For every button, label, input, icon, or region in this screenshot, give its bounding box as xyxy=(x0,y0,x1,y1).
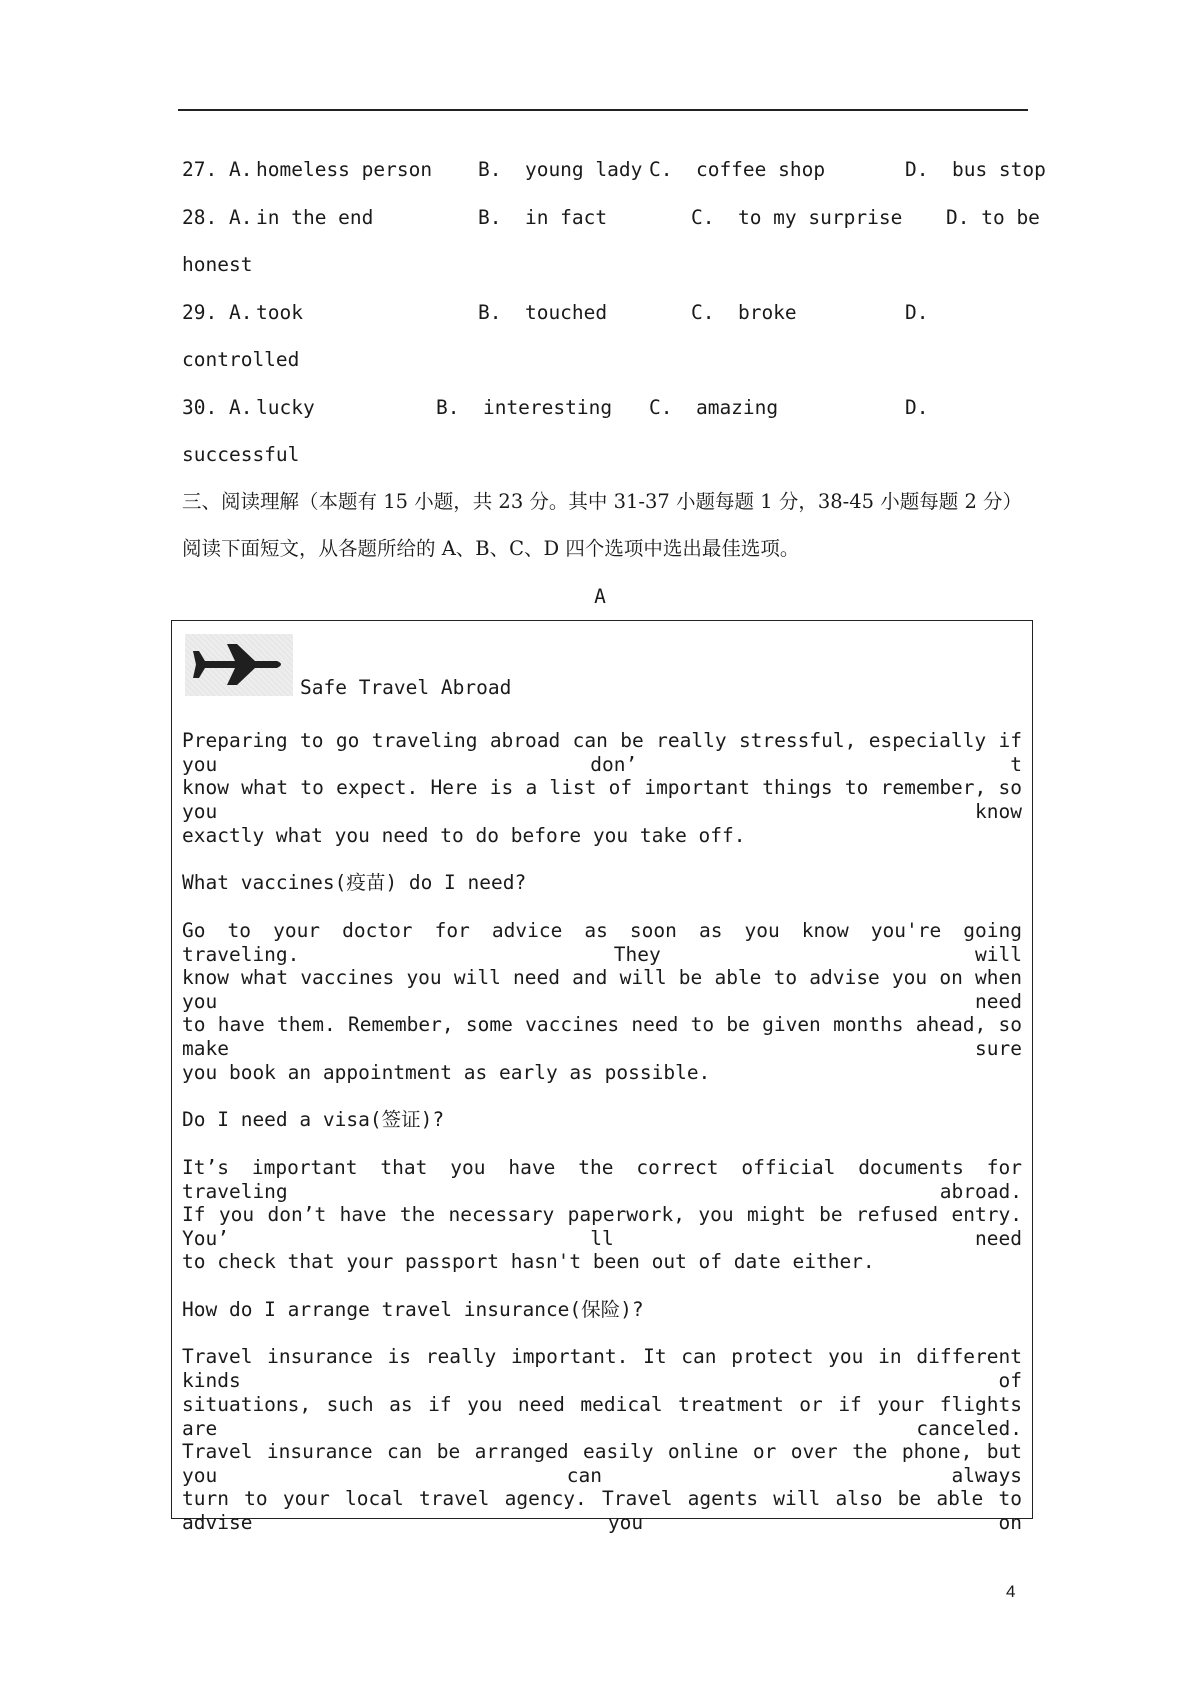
article-line: to have them. Remember, some vaccines need to be given months ahead, so make sure xyxy=(182,1013,1022,1060)
question-27-option-c: C. coffee shop xyxy=(649,158,826,181)
header-rule xyxy=(178,109,1028,111)
article-line: situations, such as if you need medical treatment or if your flights are canceled. xyxy=(182,1393,1022,1440)
question-29-option-c: C. broke xyxy=(691,301,797,324)
question-29-number: 29. A. xyxy=(182,301,253,324)
question-30-option-c: C. amazing xyxy=(649,396,779,419)
question-27-option-a: homeless person xyxy=(256,158,433,181)
article-line: turn to your local travel agency. Travel agents will also be able to advise you on xyxy=(182,1487,1022,1534)
question-28-option-a: in the end xyxy=(256,206,374,229)
question-29-option-b: B. touched xyxy=(478,301,608,324)
question-28-option-c: C. to my surprise xyxy=(691,206,903,229)
question-28-number: 28. A. xyxy=(182,206,253,229)
article-line: Preparing to go traveling abroad can be really stressful, especially if you don’ t xyxy=(182,729,1022,776)
question-28-option-d-wrap: honest xyxy=(182,253,253,276)
question-30-option-a: lucky xyxy=(256,396,315,419)
article-line: Travel insurance is really important. It can protect you in different kinds of xyxy=(182,1345,1022,1392)
section-instruction: 阅读下面短文，从各题所给的 A、B、C、D 四个选项中选出最佳选项。 xyxy=(182,537,800,560)
article-line: exactly what you need to do before you take off. xyxy=(182,824,746,847)
section-heading: 三、阅读理解（本题有 15 小题，共 23 分。其中 31-37 小题每题 1 分，38-45 小题每题 2 分） xyxy=(182,490,1023,513)
page-number: 4 xyxy=(1006,1582,1016,1601)
article-title: Safe Travel Abroad xyxy=(300,676,512,699)
question-29-option-d-wrap: controlled xyxy=(182,348,300,371)
article-line: you book an appointment as early as possible. xyxy=(182,1061,711,1084)
article-subheading-vaccines: What vaccines(疫苗) do I need? xyxy=(182,871,527,894)
question-29-option-d: D. xyxy=(905,301,929,324)
question-29-option-a: took xyxy=(256,301,303,324)
article-subheading-visa: Do I need a visa(签证)? xyxy=(182,1108,445,1131)
passage-label: A xyxy=(594,585,606,608)
question-30-option-d: D. xyxy=(905,396,929,419)
question-27-number: 27. A. xyxy=(182,158,253,181)
article-line: to check that your passport hasn't been out of date either. xyxy=(182,1250,875,1273)
article-line: know what to expect. Here is a list of important things to remember, so you know xyxy=(182,776,1022,823)
airplane-icon xyxy=(185,634,293,696)
article-line: If you don’t have the necessary paperwork, you might be refused entry. You’ ll need xyxy=(182,1203,1022,1250)
article-line: Travel insurance can be arranged easily online or over the phone, but you can always xyxy=(182,1440,1022,1487)
article-line: Go to your doctor for advice as soon as you know you're going traveling. They will xyxy=(182,919,1022,966)
question-30-option-d-wrap: successful xyxy=(182,443,300,466)
question-27-option-d: D. bus stop xyxy=(905,158,1046,181)
article-line: know what vaccines you will need and will be able to advise you on when you need xyxy=(182,966,1022,1013)
article-line: It’s important that you have the correct official documents for traveling abroad. xyxy=(182,1156,1022,1203)
question-28-option-b: B. in fact xyxy=(478,206,608,229)
question-28-option-d: D. to be xyxy=(946,206,1040,229)
question-27-option-b: B. young lady xyxy=(478,158,643,181)
article-subheading-insurance: How do I arrange travel insurance(保险)? xyxy=(182,1298,644,1321)
question-30-number: 30. A. xyxy=(182,396,253,419)
question-30-option-b: B. interesting xyxy=(436,396,613,419)
